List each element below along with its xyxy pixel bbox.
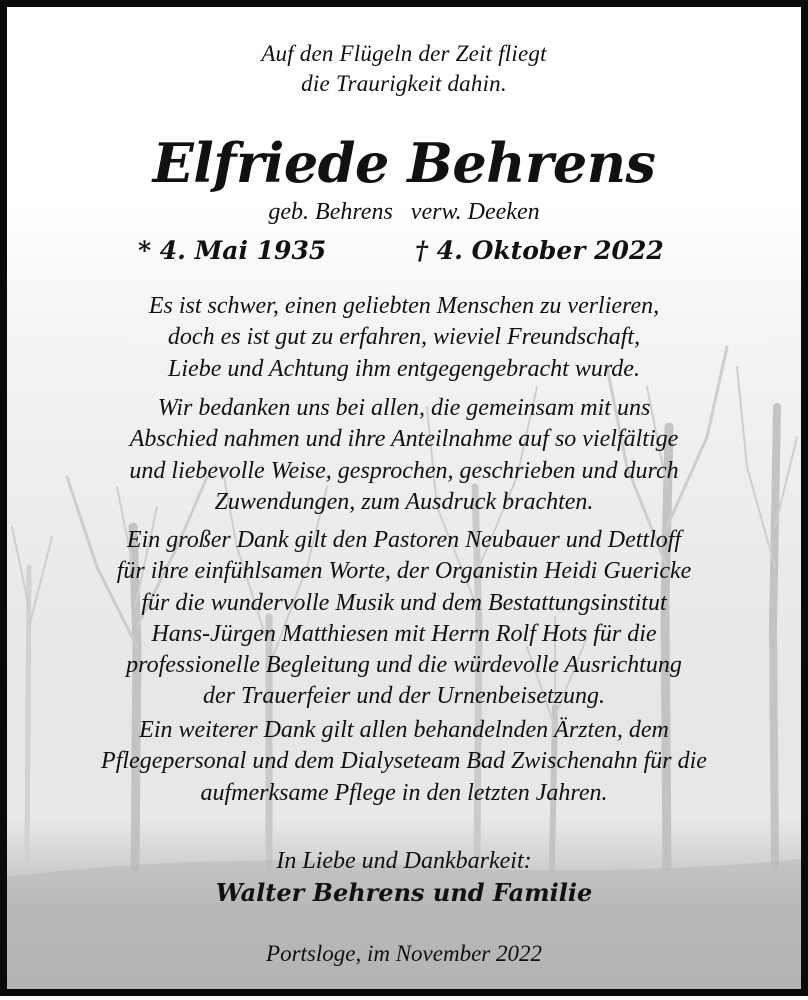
paragraph-line: Ein weiterer Dank gilt allen behandelnden Ärzten, dem [139,717,669,743]
motto-line: die Traurigkeit dahin. [301,71,507,96]
paragraph-line: Wir bedanken uns bei allen, die gemeinsam mit uns [157,395,651,421]
deceased-name: Elfriede Behrens [152,131,656,195]
paragraph-line: Pflegepersonal und dem Dialyseteam Bad Zwischenahn für die [101,748,707,775]
paragraph-line: Hans-Jürgen Matthiesen mit Herrn Rolf Hots für die [151,620,657,647]
paragraph-line: professionelle Begleitung und die würdevolle Ausrichtung [126,652,682,679]
death-date: † 4. Oktober 2022 [415,236,664,265]
paragraph-line: aufmerksame Pflege in den letzten Jahren. [200,779,608,806]
motto-line: Auf den Flügeln der Zeit fliegt [261,41,547,66]
signature: Walter Behrens und Familie [215,878,593,907]
paragraph-line: Zuwendungen, zum Ausdruck brachten. [214,488,594,515]
birth-date: * 4. Mai 1935 [138,236,327,265]
paragraph-line: und liebevolle Weise, gesprochen, geschrieben und durch [129,457,679,484]
paragraph-thanks-clergy-funeral [7,525,801,713]
motto [7,39,801,99]
paragraph-line: Ein großer Dank gilt den Pastoren Neubauer und Dettloff [126,527,682,553]
paragraph-line: Es ist schwer, einen geliebten Menschen zu verlieren, [148,293,660,319]
closing-phrase: In Liebe und Dankbarkeit: [276,848,532,874]
maiden-and-widowed-names: geb. Behrens verw. Deeken [268,199,540,225]
paragraph-condolence [7,291,801,385]
paragraph-thanks-medical [7,715,801,809]
paragraph-thanks-all [7,393,801,518]
paragraph-line: für die wundervolle Musik und dem Bestattungsinstitut [141,589,667,616]
paragraph-line: doch es ist gut zu erfahren, wieviel Freundschaft, [167,324,641,351]
paragraph-line: Abschied nahmen und ihre Anteilnahme auf so vielfältige [129,426,679,453]
paragraph-line: Liebe und Achtung ihm entgegengebracht wurde. [168,355,640,382]
paragraph-line: für ihre einfühlsamen Worte, der Organistin Heidi Guericke [116,558,692,585]
paragraph-line: der Trauerfeier und der Urnenbeisetzung. [203,683,605,710]
place-and-date: Portsloge, im November 2022 [266,941,542,966]
